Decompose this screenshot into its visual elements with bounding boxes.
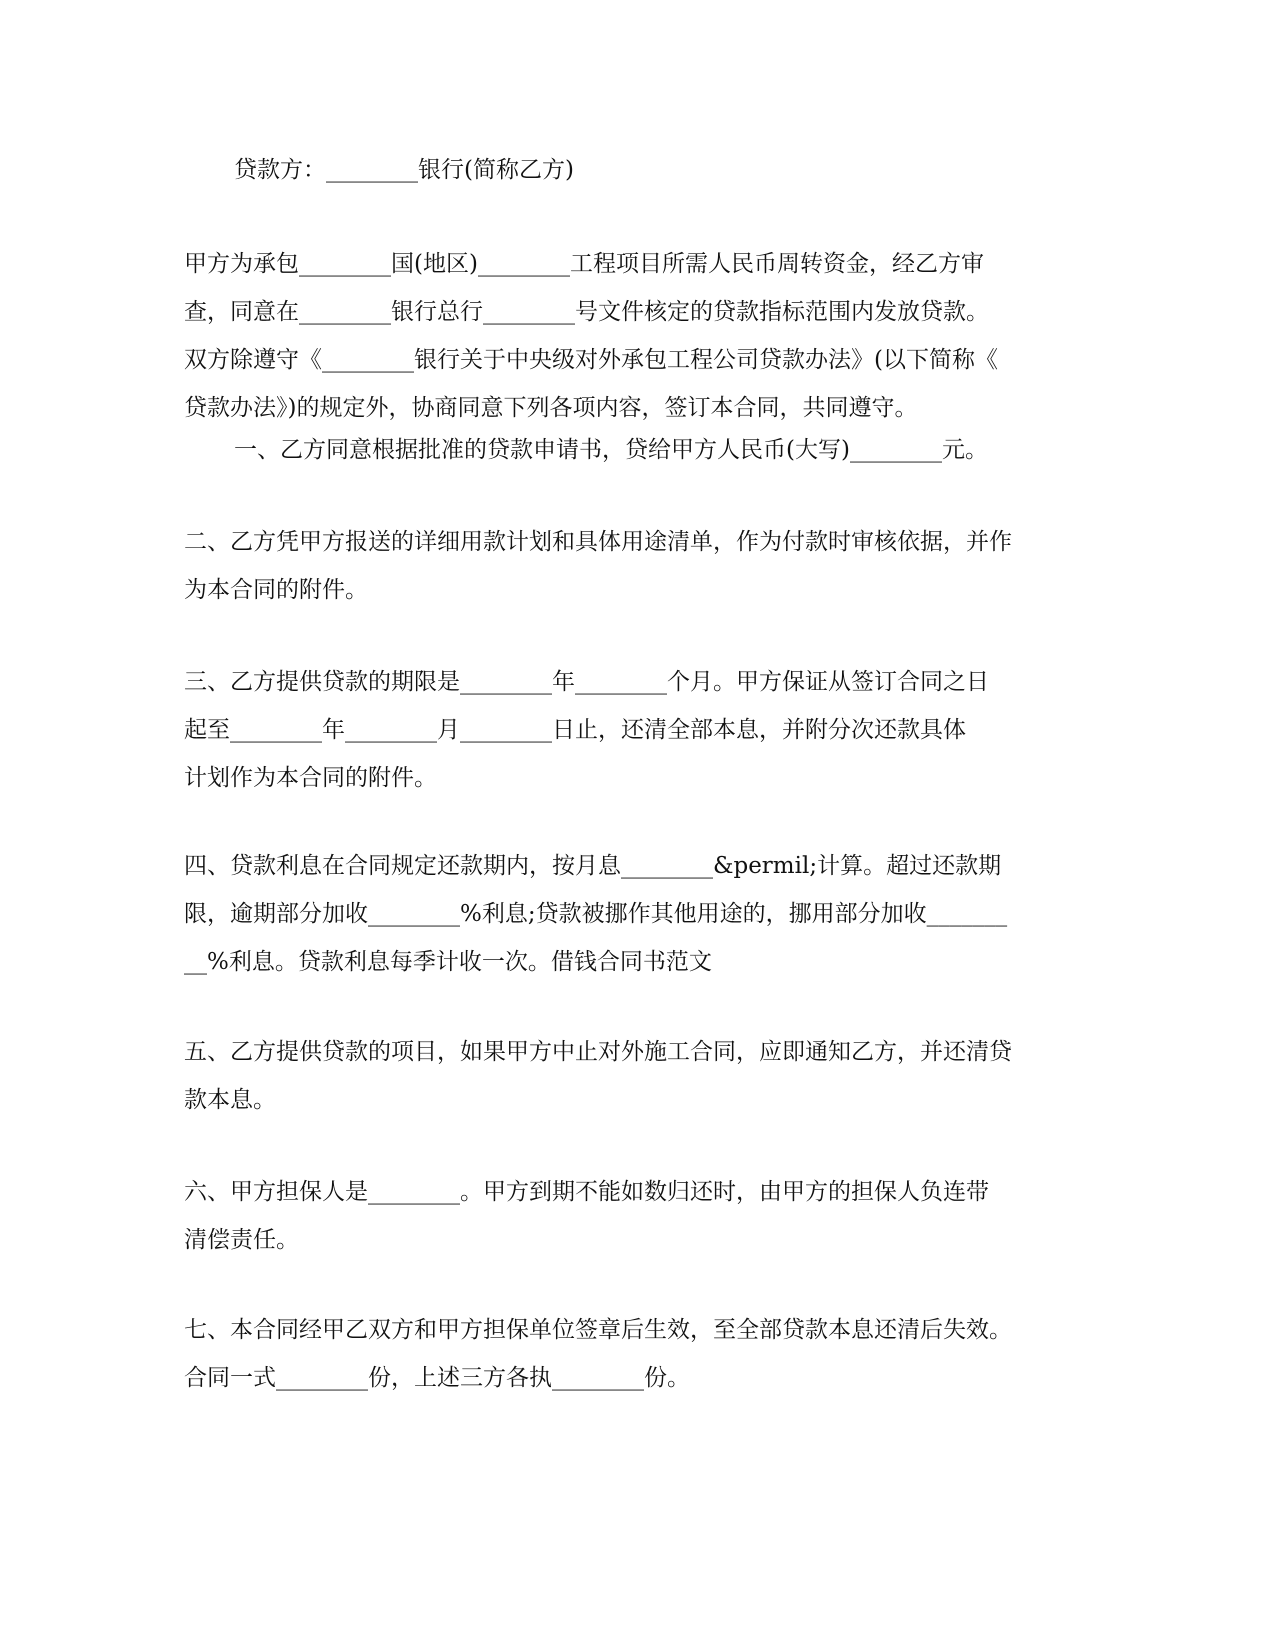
text-line: 甲方为承包________国(地区)________工程项目所需人民币周转资金，经乙方审 <box>184 251 984 277</box>
clause-3 <box>184 658 1094 802</box>
text-line: 合同一式________份，上述三方各执________份。 <box>184 1365 690 1391</box>
text-line: 起至________年________月________日止，还清全部本息，并附分次还款具体 <box>184 717 966 743</box>
text-line: 计划作为本合同的附件。 <box>184 765 437 791</box>
text-line: 四、贷款利息在合同规定还款期内，按月息________&permil;计算。超过还款期 <box>184 853 1002 879</box>
text-line: 贷款办法》)的规定外，协商同意下列各项内容，签订本合同，共同遵守。 <box>184 395 918 421</box>
text-line: 限，逾期部分加收________%利息;贷款被挪作其他用途的，挪用部分加收_______ <box>184 901 1008 927</box>
text-line: 七、本合同经甲乙双方和甲方担保单位签章后生效，至全部贷款本息还清后失效。 <box>184 1317 1012 1343</box>
text-line: 贷款方：________银行(简称乙方) <box>234 157 574 183</box>
clause-5 <box>184 1028 1094 1124</box>
text-line: 五、乙方提供贷款的项目，如果甲方中止对外施工合同，应即通知乙方，并还清贷 <box>184 1039 1012 1065</box>
text-line: 查，同意在________银行总行________号文件核定的贷款指标范围内发放贷款。 <box>184 299 989 325</box>
clause-7 <box>184 1306 1094 1402</box>
clause-2 <box>184 518 1094 614</box>
text-line: 六、甲方担保人是________。甲方到期不能如数归还时，由甲方的担保人负连带 <box>184 1179 989 1205</box>
text-line: 为本合同的附件。 <box>184 577 368 603</box>
text-line: 款本息。 <box>184 1087 276 1113</box>
text-line: 三、乙方提供贷款的期限是________年________个月。甲方保证从签订合同之日 <box>184 669 989 695</box>
clause-1 <box>184 426 1144 474</box>
text-line: 一、乙方同意根据批准的贷款申请书，贷给甲方人民币(大写)________元。 <box>234 437 988 463</box>
lender-line <box>184 146 1144 194</box>
clause-6 <box>184 1168 1094 1264</box>
clause-4 <box>184 842 1094 986</box>
text-line: __%利息。贷款利息每季计收一次。借钱合同书范文 <box>184 949 712 975</box>
text-line: 二、乙方凭甲方报送的详细用款计划和具体用途清单，作为付款时审核依据，并作 <box>184 529 1012 555</box>
text-line: 清偿责任。 <box>184 1227 299 1253</box>
text-line: 双方除遵守《________银行关于中央级对外承包工程公司贷款办法》(以下简称《 <box>184 347 998 373</box>
preamble-paragraph <box>184 240 1094 432</box>
